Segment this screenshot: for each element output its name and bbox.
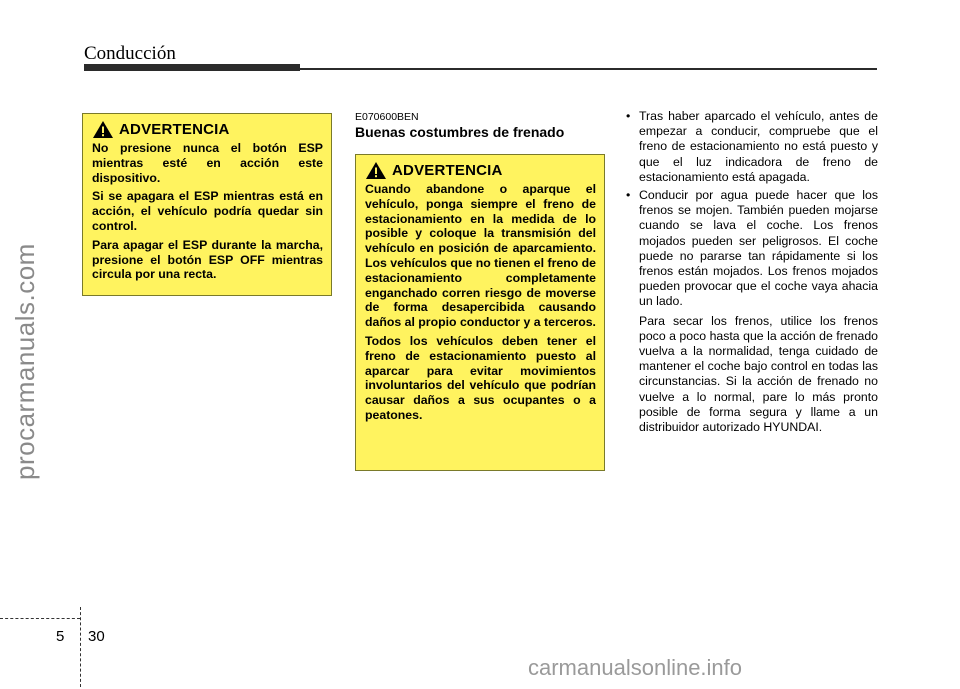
warning-box-parking xyxy=(355,154,605,471)
section-code: E070600BEN xyxy=(355,111,419,123)
warning-paragraph: Todos los vehículos deben tener el freno de estacionamiento puesto al aparcar para evitar movimientos involuntarios del vehículo que podrían causar daños a sus ocupantes o a peatones. xyxy=(365,333,596,422)
warning-header xyxy=(365,161,596,180)
section-title: Buenas costumbres de frenado xyxy=(355,124,565,140)
bullet-text: Conducir por agua puede hacer que los frenos se mojen. También pueden mojarse cuando se lava el coche. Los frenos mojados pueden ser peligrosos. El coche puede no pararse tan rápidamente si los frenos están mojados. Los frenos mojados pueden provocar que el coche vaya ahacia un lado. xyxy=(639,188,878,309)
warning-triangle-icon xyxy=(365,161,387,180)
page-number: 30 xyxy=(88,628,105,645)
side-watermark: procarmanuals.com xyxy=(10,243,40,480)
bullet-item xyxy=(625,188,878,310)
page-header-title: Conducción xyxy=(84,43,176,64)
warning-paragraph: No presione nunca el botón ESP mientras esté en acción este dispositivo. xyxy=(92,141,323,185)
bullet-item xyxy=(625,109,878,185)
header-rule-thin xyxy=(300,68,877,70)
warning-box-esp xyxy=(82,113,332,296)
warning-paragraph: Cuando abandone o aparque el vehículo, ponga siempre el freno de estacionamiento en la medida de lo posible y coloque la transmisión del vehículo en posición de aparcamiento. Los vehículos que no tienen el freno de estacionamiento completamente enganchado corren riesgo de moverse de forma desapercibida causando daños al propio conductor y a terceros. xyxy=(365,182,596,330)
bottom-watermark: carmanualsonline.info xyxy=(528,655,743,680)
section-number: 5 xyxy=(56,628,65,645)
warning-title: ADVERTENCIA xyxy=(119,121,230,138)
right-column-text xyxy=(625,109,878,435)
bullet-dot: • xyxy=(626,109,631,123)
header-rule-thick xyxy=(84,64,300,71)
warning-paragraph: Para apagar el ESP durante la marcha, presione el botón ESP OFF mientras circula por una recta. xyxy=(92,237,323,282)
bullet-dot: • xyxy=(626,188,631,203)
warning-paragraph: Si se apagara el ESP mientras está en acción, el vehículo podría quedar sin control. xyxy=(92,189,323,233)
continuation-paragraph: Para secar los frenos, utilice los frenos poco a poco hasta que la acción de frenado vuelva a la normalidad, tenga cuidado de mantener el coche bajo control en todas las circunstancias. Si la acción de frenado no vuelve a lo normal, pare lo más pronto posible de forma segura y llame a un distribuidor autorizado HYUNDAI. xyxy=(639,313,878,435)
bullet-text: Tras haber aparcado el vehículo, antes de empezar a conducir, compruebe que el freno de estacionamiento no está puesto y que el luz indicadora de freno de estacionamiento está apagada. xyxy=(639,109,878,184)
warning-header xyxy=(92,120,323,139)
warning-triangle-icon xyxy=(92,120,114,139)
footer-dashed-divider xyxy=(80,607,81,687)
footer-dashed-rule xyxy=(0,618,80,619)
warning-title: ADVERTENCIA xyxy=(392,162,503,179)
